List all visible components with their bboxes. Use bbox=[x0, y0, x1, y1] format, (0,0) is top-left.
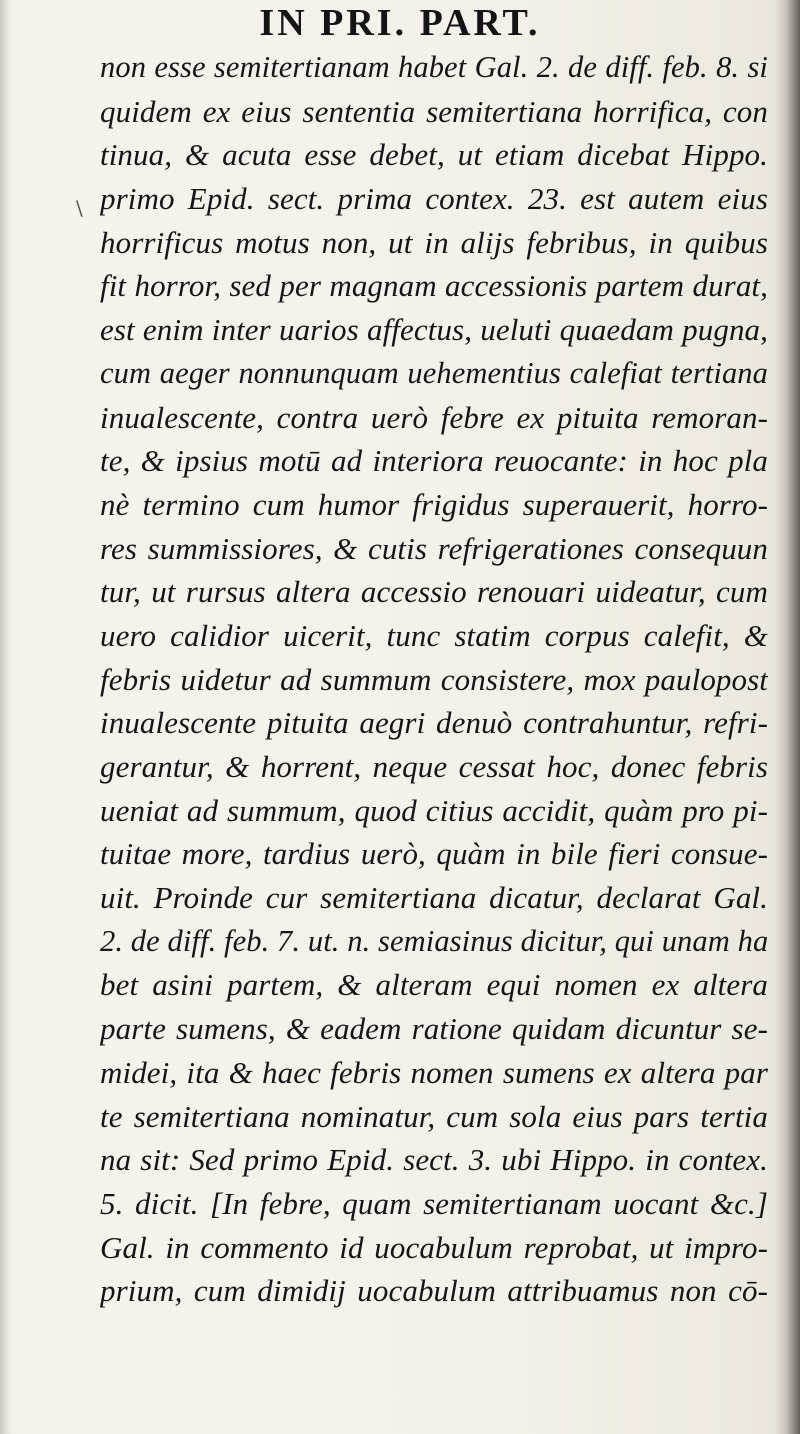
page-edge-shadow bbox=[774, 0, 800, 1434]
text-line: cum aeger nonnunquam uehementius calefiat tertiana bbox=[100, 355, 768, 390]
text-line: 2. de diff. feb. 7. ut. n. semiasinus dicitur, qui unam ha bbox=[100, 923, 768, 958]
text-line: inualescente pituita aegri denuò contrahuntur, refri- bbox=[100, 705, 768, 741]
text-line: nè termino cum humor frigidus superauerit, horro- bbox=[100, 486, 768, 522]
text-line: est enim inter uarios affectus, ueluti quaedam pugna, bbox=[100, 312, 768, 348]
text-line: inualescente, contra uerò febre ex pituita remoran- bbox=[100, 399, 768, 435]
text-line: ueniat ad summum, quod citius accidit, quàm pro pi- bbox=[100, 792, 768, 828]
text-line: horrificus motus non, ut in alijs febribus, in quibus bbox=[100, 224, 768, 260]
text-line: tuitae more, tardius uerò, quàm in bile fieri consue- bbox=[100, 836, 768, 872]
text-line: na sit: Sed primo Epid. sect. 3. ubi Hippo. in contex. bbox=[100, 1142, 768, 1178]
text-line: gerantur, & horrent, neque cessat hoc, donec febris bbox=[100, 749, 768, 784]
running-head: IN PRI. PART. bbox=[259, 2, 541, 44]
text-line: res summissiores, & cutis refrigerationes consequun bbox=[100, 530, 768, 566]
text-line: prium, cum dimidij uocabulum attribuamus non cō- bbox=[100, 1273, 768, 1309]
text-line: Gal. in commento id uocabulum reprobat, ut impro- bbox=[100, 1229, 768, 1265]
text-line: te semitertiana nominatur, cum sola eius pars tertia bbox=[100, 1098, 768, 1134]
text-line: uit. Proinde cur semitertiana dicatur, declarat Gal. bbox=[100, 880, 768, 916]
text-line: midei, ita & haec febris nomen sumens ex altera par bbox=[100, 1054, 768, 1090]
text-line: tur, ut rursus altera accessio renouari uideatur, cum bbox=[100, 574, 768, 610]
gutter-shadow bbox=[0, 0, 10, 1434]
text-line: parte sumens, & eadem ratione quidam dicuntur se- bbox=[100, 1011, 768, 1047]
text-line: primo Epid. sect. prima contex. 23. est autem eius bbox=[100, 181, 768, 217]
text-line: 5. dicit. [In febre, quam semitertianam uocant &c.] bbox=[100, 1185, 768, 1221]
text-line: quidem ex eius sententia semitertiana horrifica, con bbox=[100, 93, 768, 129]
text-line: non esse semitertianam habet Gal. 2. de diff. feb. 8. si bbox=[100, 50, 768, 84]
text-line: te, & ipsius motū ad interiora reuocante: in hoc pla bbox=[100, 443, 768, 479]
text-line: bet asini partem, & alteram equi nomen ex altera bbox=[100, 967, 768, 1003]
text-line: uero calidior uicerit, tunc statim corpus calefit, & bbox=[100, 617, 768, 653]
text-line: tinua, & acuta esse debet, ut etiam dicebat Hippo. bbox=[100, 137, 768, 173]
text-line: fit horror, sed per magnam accessionis partem durat, bbox=[100, 268, 768, 304]
text-line: febris uidetur ad summum consistere, mox paulopost bbox=[100, 661, 768, 697]
body-text bbox=[100, 46, 768, 1313]
margin-mark: \ bbox=[76, 196, 83, 220]
